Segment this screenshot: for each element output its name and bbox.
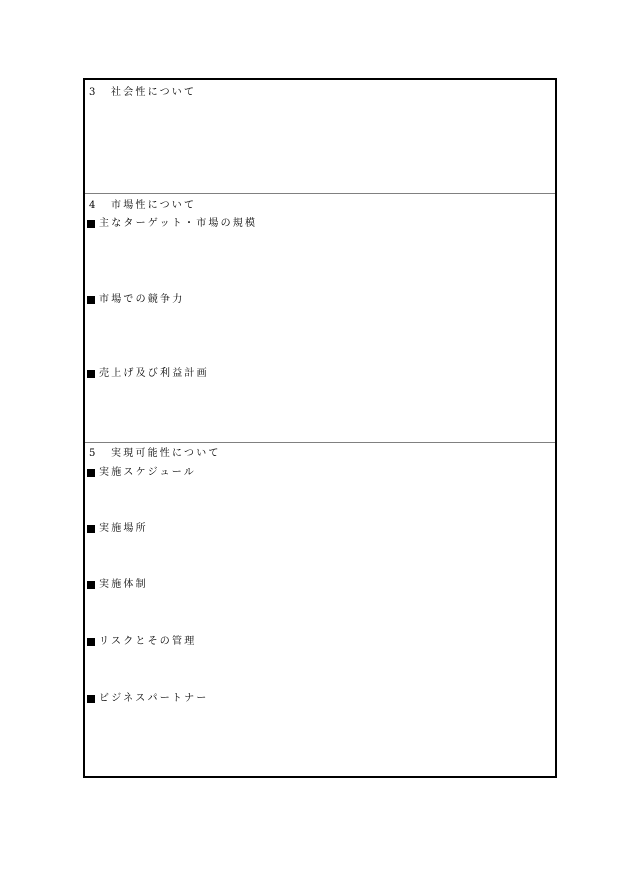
black-square-icon [87,220,95,228]
black-square-icon [87,296,95,304]
section-heading [89,87,196,99]
section-feasibility [85,443,555,776]
section-title: 実現可能性について [111,448,221,459]
list-item-location [87,523,148,535]
black-square-icon [87,525,95,533]
section-heading [89,448,221,460]
black-square-icon [87,638,95,646]
section-number: 5 [89,448,96,459]
item-label: ビジネスパートナー [99,693,209,704]
item-label: 実施スケジュール [99,467,196,478]
item-label: リスクとその管理 [99,636,197,647]
black-square-icon [87,695,95,703]
list-item-competitiveness [87,294,184,306]
item-label: 売上げ及び利益計画 [99,368,209,379]
section-heading [89,200,196,212]
item-label: 実施体制 [99,579,148,590]
list-item-risk-management [87,636,196,648]
section-number: 4 [89,200,96,211]
black-square-icon [87,370,95,378]
list-item-revenue-plan [87,368,209,380]
list-item-target-market [87,218,257,230]
list-item-business-partner [87,693,209,705]
section-title: 社会性について [111,87,197,98]
black-square-icon [87,469,95,477]
item-label: 市場での競争力 [99,294,185,305]
item-label: 実施場所 [99,523,148,534]
black-square-icon [87,581,95,589]
section-number: 3 [89,87,96,98]
list-item-schedule [87,467,196,479]
item-label: 主なターゲット・市場の規模 [99,218,258,229]
list-item-structure [87,579,148,591]
section-social [85,80,555,194]
form-frame [83,78,557,778]
section-title: 市場性について [111,200,197,211]
section-marketability [85,194,555,443]
